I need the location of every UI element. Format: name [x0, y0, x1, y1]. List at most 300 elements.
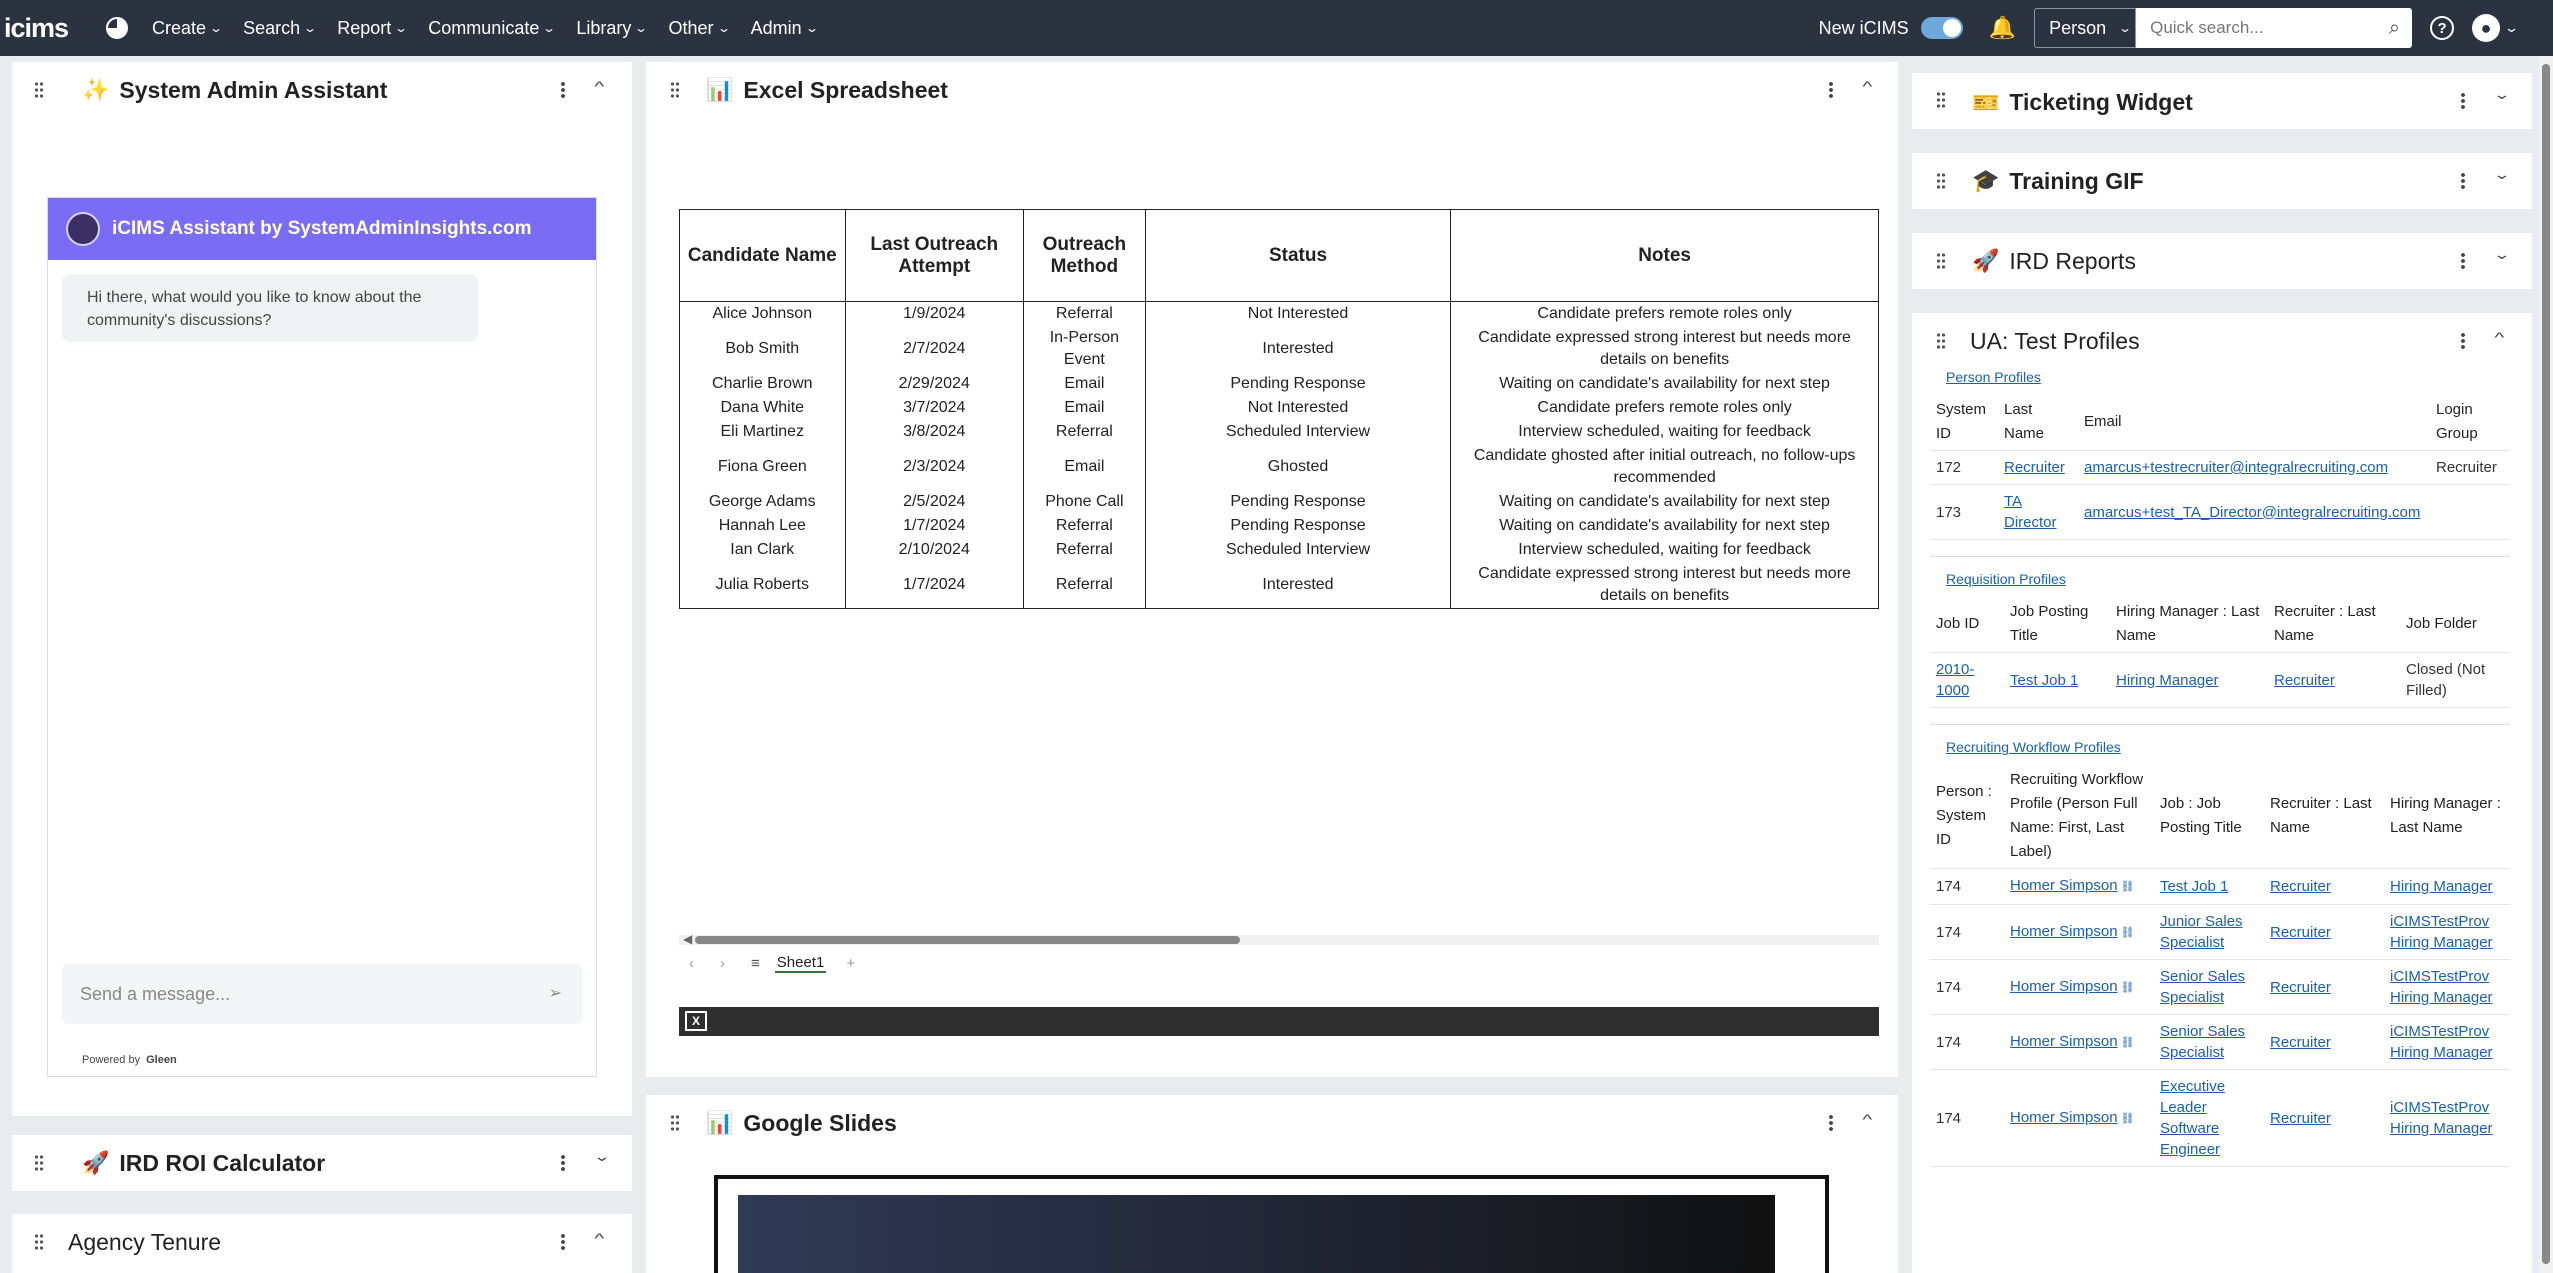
table-cell[interactable]: Pending Response — [1145, 514, 1450, 538]
panel-title-text: IRD ROI Calculator — [119, 1149, 326, 1176]
chevron-up-icon[interactable]: ^ — [594, 78, 605, 94]
table-cell — [2110, 653, 2268, 708]
chevron-down-icon: ⌄ — [2118, 21, 2133, 35]
table-cell[interactable]: Email — [1023, 444, 1145, 490]
profile-link[interactable]: amarcus+testrecruiter@integralrecruiting.com — [2084, 459, 2389, 476]
table-cell — [2400, 653, 2510, 708]
chevron-down-icon[interactable]: ⌄ — [593, 1148, 611, 1164]
table-cell[interactable]: Candidate ghosted after initial outreach, no follow-ups recommended — [1451, 444, 1879, 490]
table-cell[interactable]: In-Person Event — [1023, 326, 1145, 372]
profile-link[interactable]: Homer Simpson — [2010, 877, 2118, 894]
table-cell[interactable]: 1/7/2024 — [845, 562, 1023, 609]
column-header: Recruiter : Last Name — [2264, 764, 2384, 869]
main-nav — [152, 18, 839, 39]
table-cell — [2384, 1070, 2510, 1167]
excel-icon[interactable]: X — [685, 1011, 707, 1031]
table-cell[interactable]: Ghosted — [1145, 444, 1450, 490]
recruiting-workflow-profiles-link[interactable]: Recruiting Workflow Profiles — [1946, 739, 2121, 755]
profile-link[interactable]: Junior Sales Specialist — [2160, 913, 2243, 951]
nav-create[interactable] — [152, 17, 224, 39]
table-cell[interactable]: Referral — [1023, 302, 1145, 327]
profile-link[interactable]: Hiring Manager — [2390, 878, 2493, 895]
profile-link[interactable]: Recruiter — [2274, 671, 2335, 689]
profile-link[interactable]: iCIMSTestProv Hiring Manager — [2390, 913, 2493, 951]
table-cell — [2264, 905, 2384, 960]
ticketing-widget-panel — [1912, 73, 2532, 129]
profile-link[interactable]: TA Director — [2004, 493, 2057, 531]
table-cell[interactable]: Hannah Lee — [680, 514, 846, 538]
chevron-down-icon: ⌄ — [542, 21, 557, 35]
assistant-chat-widget — [47, 197, 597, 1077]
divider — [1930, 556, 2510, 708]
table-cell — [2078, 451, 2430, 485]
table-row — [680, 302, 1879, 327]
column-header: Job ID — [1930, 596, 2004, 653]
chat-header-title: iCIMS Assistant by SystemAdminInsights.com — [112, 218, 532, 239]
table-cell — [2004, 653, 2110, 708]
column-header[interactable]: Status — [1145, 210, 1450, 302]
table-cell[interactable]: Candidate expressed strong interest but needs more details on benefits — [1451, 562, 1879, 609]
ird-roi-calculator-panel — [12, 1135, 632, 1191]
table-row — [680, 538, 1879, 562]
icims-logo[interactable]: icims — [4, 12, 69, 43]
profile-link[interactable]: Recruiter — [2004, 459, 2065, 476]
table-cell — [2154, 960, 2264, 1015]
table-cell[interactable]: Julia Roberts — [680, 562, 846, 609]
table-cell — [1930, 1070, 2004, 1167]
profile-link[interactable]: iCIMSTestProv Hiring Manager — [2390, 968, 2493, 1006]
chevron-up-icon[interactable]: ^ — [1862, 1111, 1873, 1127]
table-cell[interactable]: Scheduled Interview — [1145, 420, 1450, 444]
chevron-down-icon: ⌄ — [804, 21, 819, 35]
table-cell — [2384, 869, 2510, 905]
table-cell — [2384, 905, 2510, 960]
table-cell[interactable]: Not Interested — [1145, 302, 1450, 327]
message-input[interactable] — [62, 964, 582, 1024]
nav-label: Search — [243, 17, 301, 38]
table-cell[interactable]: Candidate expressed strong interest but needs more details on benefits — [1451, 326, 1879, 372]
kebab-menu-icon[interactable] — [561, 81, 565, 99]
panel-title-text: Training GIF — [2009, 167, 2144, 194]
kebab-menu-icon[interactable] — [561, 1233, 565, 1251]
nav-library[interactable] — [576, 17, 649, 39]
powered-by-label: Powered by — [82, 1054, 141, 1066]
table-cell[interactable]: Referral — [1023, 420, 1145, 444]
drag-handle-icon[interactable] — [1936, 332, 1946, 350]
table-row — [1930, 905, 2510, 960]
person-profiles-link[interactable]: Person Profiles — [1946, 369, 2041, 385]
drag-handle-icon[interactable] — [670, 81, 680, 99]
dashboard-pie-icon[interactable] — [106, 17, 128, 39]
profile-link[interactable]: 2010-1000 — [1936, 661, 1975, 699]
panel-title — [82, 77, 387, 104]
slide-preview — [738, 1195, 1775, 1273]
column-header[interactable]: Last Outreach Attempt — [845, 210, 1023, 302]
link-icon[interactable]: ⛓ — [2120, 981, 2135, 994]
table-cell — [2004, 1070, 2154, 1167]
table-body — [680, 302, 1879, 609]
table-cell — [1930, 905, 2004, 960]
table-row — [1930, 451, 2510, 485]
table-cell[interactable]: Dana White — [680, 396, 846, 420]
profile-link[interactable]: amarcus+test_TA_Director@integralrecruiting.com — [2084, 503, 2421, 521]
nav-admin[interactable] — [751, 18, 817, 39]
table-cell[interactable]: Alice Johnson — [680, 302, 846, 327]
table-cell[interactable]: 2/3/2024 — [845, 444, 1023, 490]
table-cell — [2154, 1070, 2264, 1167]
table-cell — [1998, 485, 2078, 540]
table-row — [1930, 960, 2510, 1015]
table-cell[interactable]: 2/7/2024 — [845, 326, 1023, 372]
panel-title-text: Agency Tenure — [68, 1228, 222, 1255]
nav-label: Other — [668, 17, 714, 38]
kebab-menu-icon[interactable] — [2461, 172, 2465, 190]
table-row — [1930, 869, 2510, 905]
table-cell — [2004, 905, 2154, 960]
drag-handle-icon[interactable] — [34, 1154, 44, 1172]
table-cell[interactable]: 1/7/2024 — [845, 514, 1023, 538]
nav-report[interactable] — [337, 17, 409, 39]
message-placeholder: Send a message... — [80, 983, 231, 1004]
table-cell[interactable]: Fiona Green — [680, 444, 846, 490]
top-navigation-bar — [0, 0, 2553, 56]
kebab-menu-icon[interactable] — [1829, 81, 1833, 99]
chevron-down-icon: ⌄ — [209, 21, 224, 35]
table-cell[interactable]: Waiting on candidate's availability for next step — [1451, 514, 1879, 538]
table-cell — [1930, 960, 2004, 1015]
table-row — [680, 326, 1879, 372]
table-cell — [2264, 960, 2384, 1015]
column-header: Hiring Manager : Last Name — [2110, 596, 2268, 653]
person-profiles-table — [1930, 394, 2510, 540]
drag-handle-icon[interactable] — [34, 1233, 44, 1251]
profile-link[interactable]: Recruiter — [2270, 1109, 2331, 1127]
column-header: Job Posting Title — [2004, 596, 2110, 653]
chevron-up-icon[interactable]: ^ — [594, 1230, 605, 1246]
table-cell[interactable]: Email — [1023, 372, 1145, 396]
sparkles-icon: ✨ — [82, 77, 110, 102]
column-header[interactable]: Candidate Name — [680, 210, 846, 302]
help-icon[interactable]: ? — [2430, 16, 2454, 40]
profile-link[interactable]: iCIMSTestProv Hiring Manager — [2390, 1023, 2493, 1061]
outreach-table — [679, 209, 1879, 609]
link-icon[interactable]: ⛓ — [2120, 881, 2135, 893]
table-cell — [2154, 1015, 2264, 1070]
chat-header — [48, 198, 596, 260]
table-header-row — [680, 210, 1879, 302]
panel-header — [12, 62, 632, 118]
table-row — [680, 372, 1879, 396]
table-cell — [2264, 1015, 2384, 1070]
profile-link[interactable]: Homer Simpson — [2010, 1032, 2118, 1050]
table-cell — [1930, 451, 1998, 485]
user-avatar-icon[interactable]: ● — [2472, 14, 2500, 42]
drag-handle-icon[interactable] — [1936, 172, 1946, 190]
nav-search[interactable] — [243, 17, 318, 39]
panel-title-text: Google Slides — [743, 1109, 897, 1136]
page-vertical-scrollbar[interactable] — [2539, 56, 2553, 1273]
table-row — [680, 444, 1879, 490]
bar-chart-icon: 📊 — [706, 77, 734, 102]
kebab-menu-icon[interactable] — [1829, 1114, 1833, 1132]
table-cell[interactable]: 2/29/2024 — [845, 372, 1023, 396]
profile-link[interactable]: Homer Simpson — [2010, 977, 2118, 995]
table-cell[interactable]: Referral — [1023, 538, 1145, 562]
drag-handle-icon[interactable] — [1936, 91, 1946, 109]
panel-title — [1972, 89, 2193, 116]
agency-tenure-panel — [12, 1214, 632, 1273]
table-cell — [1930, 1015, 2004, 1070]
profile-link[interactable]: Recruiter — [2270, 1033, 2331, 1051]
link-icon[interactable]: ⛓ — [2120, 926, 2135, 939]
profile-link[interactable]: Homer Simpson — [2010, 922, 2118, 940]
search-icon[interactable]: ⌕ — [2388, 17, 2401, 39]
column-header: Job : Job Posting Title — [2154, 764, 2264, 869]
table-row — [1930, 1070, 2510, 1167]
chevron-down-icon: ⌄ — [394, 21, 409, 35]
kebab-menu-icon[interactable] — [2461, 332, 2465, 350]
column-header: Recruiting Workflow Profile (Person Full Name: First, Last Label) — [2004, 764, 2154, 869]
table-cell — [1930, 485, 1998, 540]
panel-title — [1970, 328, 2140, 355]
excel-footer-bar — [679, 1007, 1879, 1036]
user-menu-chevron-icon[interactable]: ⌄ — [2503, 20, 2520, 35]
table-cell — [2384, 960, 2510, 1015]
table-cell[interactable]: Eli Martinez — [680, 420, 846, 444]
table-cell[interactable]: Bob Smith — [680, 326, 846, 372]
sheet-tabs-bar — [679, 951, 1879, 975]
panel-title — [1972, 168, 2144, 195]
table-cell[interactable]: Interview scheduled, waiting for feedback — [1451, 538, 1879, 562]
table-row — [680, 420, 1879, 444]
drag-handle-icon[interactable] — [1936, 252, 1946, 270]
nav-communicate[interactable] — [428, 17, 557, 39]
chevron-up-icon[interactable]: ^ — [1862, 78, 1873, 94]
table-cell[interactable]: Scheduled Interview — [1145, 538, 1450, 562]
table-cell[interactable]: 2/5/2024 — [845, 490, 1023, 514]
excel-spreadsheet-panel — [646, 62, 1898, 1077]
table-cell — [1998, 451, 2078, 485]
column-header: Hiring Manager : Last Name — [2384, 764, 2510, 869]
drag-handle-icon[interactable] — [34, 81, 44, 99]
requisition-profiles-table — [1930, 596, 2510, 708]
link-icon[interactable]: ⛓ — [2120, 1112, 2135, 1125]
column-header[interactable]: Notes — [1451, 210, 1879, 302]
google-slides-panel — [646, 1095, 1898, 1273]
cell-text: 172 — [1936, 459, 1962, 476]
table-cell[interactable]: Waiting on candidate's availability for next step — [1451, 490, 1879, 514]
profile-link[interactable]: Test Job 1 — [2160, 878, 2229, 895]
chevron-down-icon[interactable]: ⌄ — [2493, 246, 2511, 262]
search-type-value: Person — [2049, 17, 2107, 38]
table-cell[interactable]: 3/7/2024 — [845, 396, 1023, 420]
table-cell — [1930, 869, 2004, 905]
column-header: Email — [2078, 394, 2430, 451]
send-icon[interactable]: ➢ — [548, 985, 562, 1002]
panel-title — [706, 1110, 897, 1137]
table-cell[interactable]: Ian Clark — [680, 538, 846, 562]
table-cell[interactable]: 2/10/2024 — [845, 538, 1023, 562]
panel-title-text: Ticketing Widget — [2009, 89, 2193, 115]
table-cell[interactable]: Interested — [1145, 562, 1450, 609]
chevron-down-icon: ⌄ — [303, 21, 318, 35]
profile-link[interactable]: Senior Sales Specialist — [2160, 968, 2246, 1006]
ird-reports-panel — [1912, 233, 2532, 289]
profile-link[interactable]: Recruiter — [2270, 978, 2331, 996]
spreadsheet-grid[interactable] — [679, 209, 1879, 940]
ua-test-profiles-panel — [1912, 313, 2532, 1273]
table-cell[interactable]: Candidate prefers remote roles only — [1451, 302, 1879, 327]
nav-label: Communicate — [428, 17, 540, 38]
table-row — [680, 396, 1879, 420]
table-cell — [2268, 653, 2400, 708]
chevron-down-icon[interactable]: ⌄ — [2493, 166, 2511, 182]
chevron-down-icon[interactable]: ⌄ — [2493, 86, 2511, 102]
column-header: System ID — [1930, 394, 1998, 451]
table-cell[interactable]: Candidate prefers remote roles only — [1451, 396, 1879, 420]
column-header: Person : System ID — [1930, 764, 2004, 869]
cell-text: 173 — [1936, 503, 1962, 521]
scrollbar-thumb[interactable] — [695, 936, 1240, 944]
kebab-menu-icon[interactable] — [561, 1154, 565, 1172]
table-cell[interactable]: Interested — [1145, 326, 1450, 372]
topbar-right — [1819, 0, 2553, 56]
profile-link[interactable]: Recruiter — [2270, 878, 2331, 895]
nav-other[interactable] — [669, 18, 729, 39]
table-cell[interactable]: Email — [1023, 396, 1145, 420]
kebab-menu-icon[interactable] — [2461, 252, 2465, 270]
table-cell[interactable]: Referral — [1023, 562, 1145, 609]
chevron-up-icon[interactable]: ^ — [2494, 329, 2505, 345]
system-admin-assistant-panel — [12, 62, 632, 1116]
panel-title-text: UA: Test Profiles — [1970, 327, 2140, 354]
table-cell[interactable]: George Adams — [680, 490, 846, 514]
panel-title-text: IRD Reports — [2009, 247, 2136, 274]
gleen-logo[interactable]: Gleen — [146, 1054, 177, 1066]
table-cell — [2154, 905, 2264, 960]
table-cell[interactable]: Not Interested — [1145, 396, 1450, 420]
table-cell — [2078, 485, 2430, 540]
profile-link[interactable]: Executive Leader Software Engineer — [2160, 1078, 2226, 1158]
table-row — [1930, 485, 2510, 540]
table-cell — [2264, 1070, 2384, 1167]
drag-handle-icon[interactable] — [670, 1114, 680, 1132]
horizontal-scrollbar[interactable] — [679, 932, 1879, 946]
powered-by — [82, 1054, 177, 1066]
cell-text: 174 — [1936, 878, 1962, 895]
table-cell — [2004, 869, 2154, 905]
next-sheet-icon[interactable]: › — [720, 954, 725, 972]
scroll-left-icon[interactable]: ◀ — [683, 932, 693, 946]
quick-search-input[interactable] — [2150, 18, 2380, 38]
profile-link[interactable]: Senior Sales Specialist — [2160, 1023, 2246, 1061]
all-sheets-icon[interactable]: ≡ — [751, 954, 760, 972]
column-header[interactable]: Outreach Method — [1023, 210, 1145, 302]
table-row — [680, 490, 1879, 514]
cell-text: 174 — [1936, 978, 1962, 996]
add-sheet-button[interactable]: + — [846, 954, 856, 972]
quick-search-box — [2136, 8, 2412, 48]
kebab-menu-icon[interactable] — [2461, 92, 2465, 110]
new-icims-label: New iCIMS — [1818, 17, 1909, 38]
table-cell — [2264, 869, 2384, 905]
profile-link[interactable]: Hiring Manager — [2116, 671, 2219, 689]
prev-sheet-icon[interactable]: ‹ — [689, 954, 694, 972]
ua-test-profiles-body — [1930, 369, 2510, 1167]
table-cell — [2004, 1015, 2154, 1070]
cell-text: 174 — [1936, 1033, 1962, 1051]
table-row — [680, 514, 1879, 538]
table-cell[interactable]: Phone Call — [1023, 490, 1145, 514]
nav-label: Create — [152, 17, 207, 38]
workflow-profiles-table — [1930, 764, 2510, 1167]
tab-sheet1[interactable]: Sheet1 — [776, 953, 825, 971]
assistant-avatar — [66, 212, 100, 246]
column-header: Job Folder — [2400, 596, 2510, 653]
panel-title — [1972, 248, 2136, 275]
assistant-greeting-message: Hi there, what would you like to know about the community's discussions? — [62, 274, 478, 342]
training-gif-panel — [1912, 153, 2532, 209]
rocket-icon: 🚀 — [82, 1150, 110, 1175]
nav-label: Report — [337, 17, 392, 38]
table-cell[interactable]: Referral — [1023, 514, 1145, 538]
table-cell — [2430, 451, 2510, 485]
bell-icon[interactable]: 🔔 — [1988, 15, 2017, 40]
table-row — [680, 562, 1879, 609]
cell-text: Recruiter — [2436, 459, 2497, 476]
table-cell[interactable]: Waiting on candidate's availability for next step — [1451, 372, 1879, 396]
search-type-select[interactable] — [2034, 8, 2136, 48]
table-cell — [2004, 960, 2154, 1015]
profile-link[interactable]: Recruiter — [2270, 923, 2331, 941]
ticket-icon: 🎫 — [1972, 89, 2000, 115]
rocket-icon: 🚀 — [1972, 248, 2000, 273]
new-icims-toggle[interactable] — [1921, 17, 1963, 39]
cell-text: Closed (Not Filled) — [2406, 661, 2486, 699]
nav-label: Admin — [750, 17, 802, 38]
requisition-profiles-link[interactable]: Requisition Profiles — [1946, 571, 2066, 587]
table-row — [1930, 653, 2510, 708]
table-row — [1930, 1015, 2510, 1070]
panel-title-text: System Admin Assistant — [119, 76, 388, 103]
panel-title — [68, 1229, 221, 1256]
table-cell — [1930, 653, 2004, 708]
column-header: Login Group — [2430, 394, 2510, 451]
chevron-down-icon: ⌄ — [716, 21, 731, 35]
table-cell[interactable]: 1/9/2024 — [845, 302, 1023, 327]
graduation-cap-icon: 🎓 — [1972, 168, 2000, 193]
table-cell — [2154, 869, 2264, 905]
column-header: Last Name — [1998, 394, 2078, 451]
table-cell[interactable]: Pending Response — [1145, 372, 1450, 396]
scrollbar-thumb[interactable] — [2542, 64, 2550, 1264]
column-header: Recruiter : Last Name — [2268, 596, 2400, 653]
slide-embed[interactable] — [714, 1175, 1829, 1273]
profile-link[interactable]: iCIMSTestProv Hiring Manager — [2390, 1099, 2493, 1137]
table-cell[interactable]: Interview scheduled, waiting for feedback — [1451, 420, 1879, 444]
cell-text: 174 — [1936, 923, 1962, 941]
profile-link[interactable]: Homer Simpson — [2010, 1108, 2118, 1126]
table-cell[interactable]: 3/8/2024 — [845, 420, 1023, 444]
bar-chart-icon: 📊 — [706, 1110, 734, 1135]
link-icon[interactable]: ⛓ — [2120, 1036, 2135, 1049]
table-cell — [2384, 1015, 2510, 1070]
table-cell[interactable]: Pending Response — [1145, 490, 1450, 514]
table-cell — [2430, 485, 2510, 540]
profile-link[interactable]: Test Job 1 — [2010, 671, 2079, 689]
panel-title — [706, 77, 948, 104]
table-cell[interactable]: Charlie Brown — [680, 372, 846, 396]
